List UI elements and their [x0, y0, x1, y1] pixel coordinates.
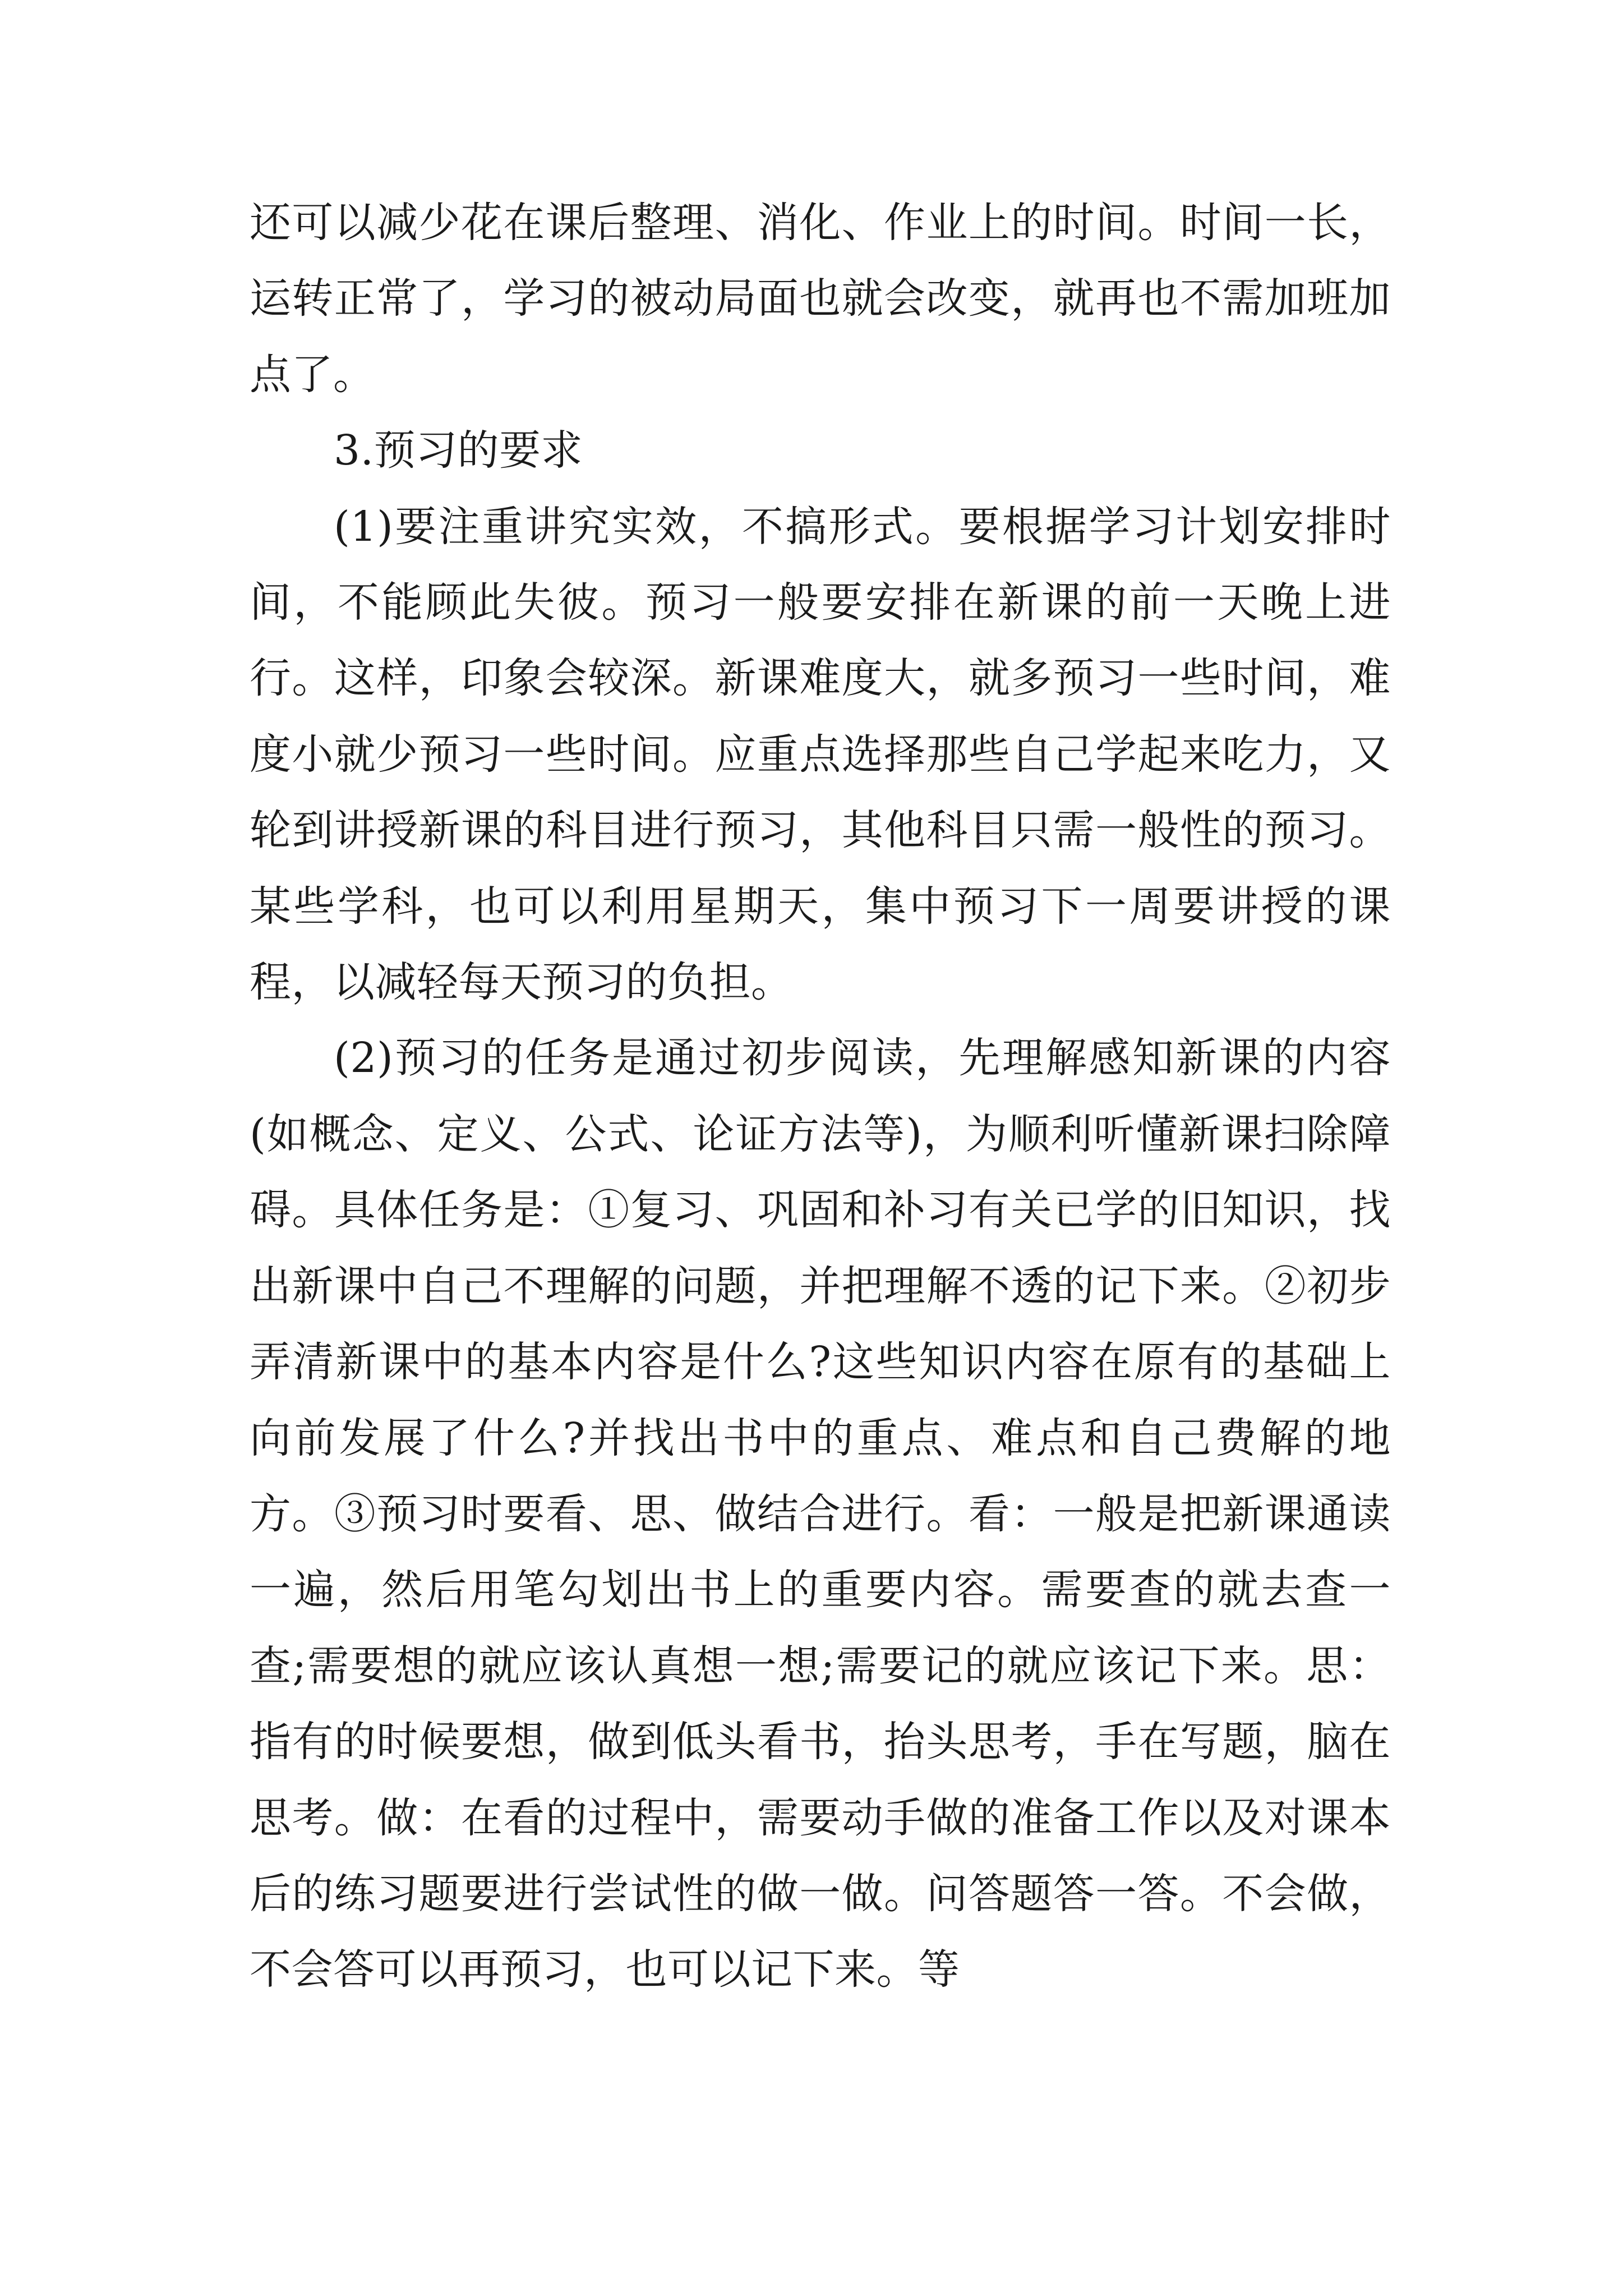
- paragraph-requirement-2: (2)预习的任务是通过初步阅读，先理解感知新课的内容(如概念、定义、公式、论证方法等)，为顺利听懂新课扫除障碍。具体任务是：①复习、巩固和补习有关已学的旧知识，找出新课中自己不理解的问题，并把理解不透的记下来。②初步弄清新课中的基本内容是什么?这些知识内容在原有的基础上向前发展了什么?并找出书中的重点、难点和自己费解的地方。③预习时要看、思、做结合进行。看：一般是把新课通读一遍，然后用笔勾划出书上的重要内容。需要查的就去查一查;需要想的就应该认真想一想;需要记的就应该记下来。思：指有的时候要想，做到低头看书，抬头思考，手在写题，脑在思考。做：在看的过程中，需要动手做的准备工作以及对课本后的练习题要进行尝试性的做一做。问答题答一答。不会做，不会答可以再预习，也可以记下来。等: [250, 1034, 1391, 1994]
- paragraph-continuation: 还可以减少花在课后整理、消化、作业上的时间。时间一长，运转正常了，学习的被动局面也就会改变，就再也不需加班加点了。: [250, 199, 1391, 399]
- paragraph-requirement-1: (1)要注重讲究实效，不搞形式。要根据学习计划安排时间，不能顾此失彼。预习一般要安排在新课的前一天晚上进行。这样，印象会较深。新课难度大，就多预习一些时间，难度小就少预习一些时间。应重点选择那些自己学起来吃力，又轮到讲授新课的科目进行预习，其他科目只需一般性的预习。某些学科，也可以利用星期天，集中预习下一周要讲授的课程，以减轻每天预习的负担。: [250, 502, 1391, 1007]
- section-heading: 3.预习的要求: [334, 426, 583, 475]
- document-body: [250, 185, 1391, 2008]
